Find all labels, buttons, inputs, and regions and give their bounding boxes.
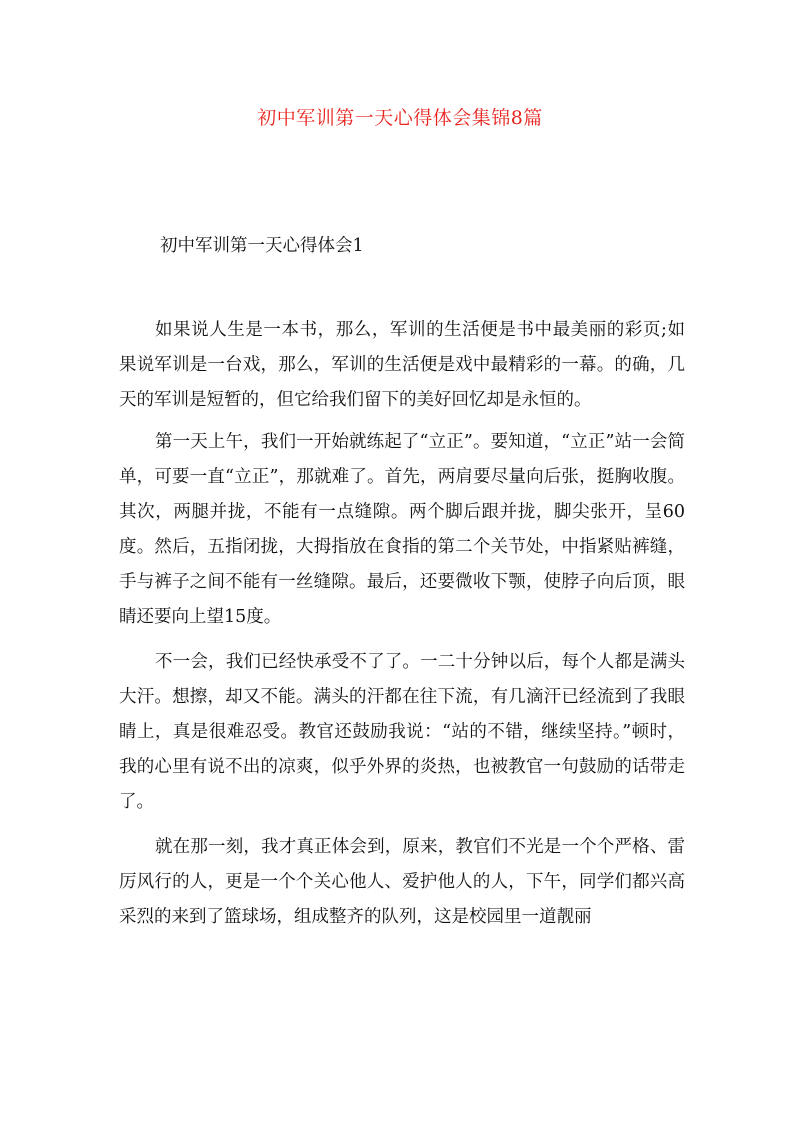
body-text <box>119 313 685 945</box>
paragraph-3: 不一会，我们已经快承受不了了。一二十分钟以后，每个人都是满头大汗。想擦，却又不能。满头的汗都在往下流，有几滴汗已经流到了我眼睛上，真是很难忍受。教官还鼓励我说：“站的不错，继续坚持。”顿时，我的心里有说不出的凉爽，似乎外界的炎热，也被教官一句鼓励的话带走了。 <box>119 652 685 812</box>
paragraph-2: 第一天上午，我们一开始就练起了“立正”。要知道，“立正”站一会简单，可要一直“立正”，那就难了。首先，两肩要尽量向后张，挺胸收腹。其次，两腿并拢，不能有一点缝隙。两个脚后跟并拢，脚尖张开，呈60度。然后，五指闭拢，大拇指放在食指的第二个关节处，中指紧贴裤缝，手与裤子之间不能有一丝缝隙。最后，还要微收下颚，使脖子向后顶，眼睛还要向上望15度。 <box>119 432 685 627</box>
section-heading: 初中军训第一天心得体会1 <box>160 236 364 256</box>
paragraph-1: 如果说人生是一本书，那么，军训的生活便是书中最美丽的彩页;如果说军训是一台戏，那么，军训的生活便是戏中最精彩的一幕。的确，几天的军训是短暂的，但它给我们留下的美好回忆却是永恒的。 <box>119 320 685 410</box>
document-title: 初中军训第一天心得体会集锦8篇 <box>257 107 543 129</box>
paragraph-4: 就在那一刻，我才真正体会到，原来，教官们不光是一个个严格、雷厉风行的人，更是一个个关心他人、爱护他人的人，下午，同学们都兴高采烈的来到了篮球场，组成整齐的队列，这是校园里一道靓丽 <box>119 837 685 927</box>
